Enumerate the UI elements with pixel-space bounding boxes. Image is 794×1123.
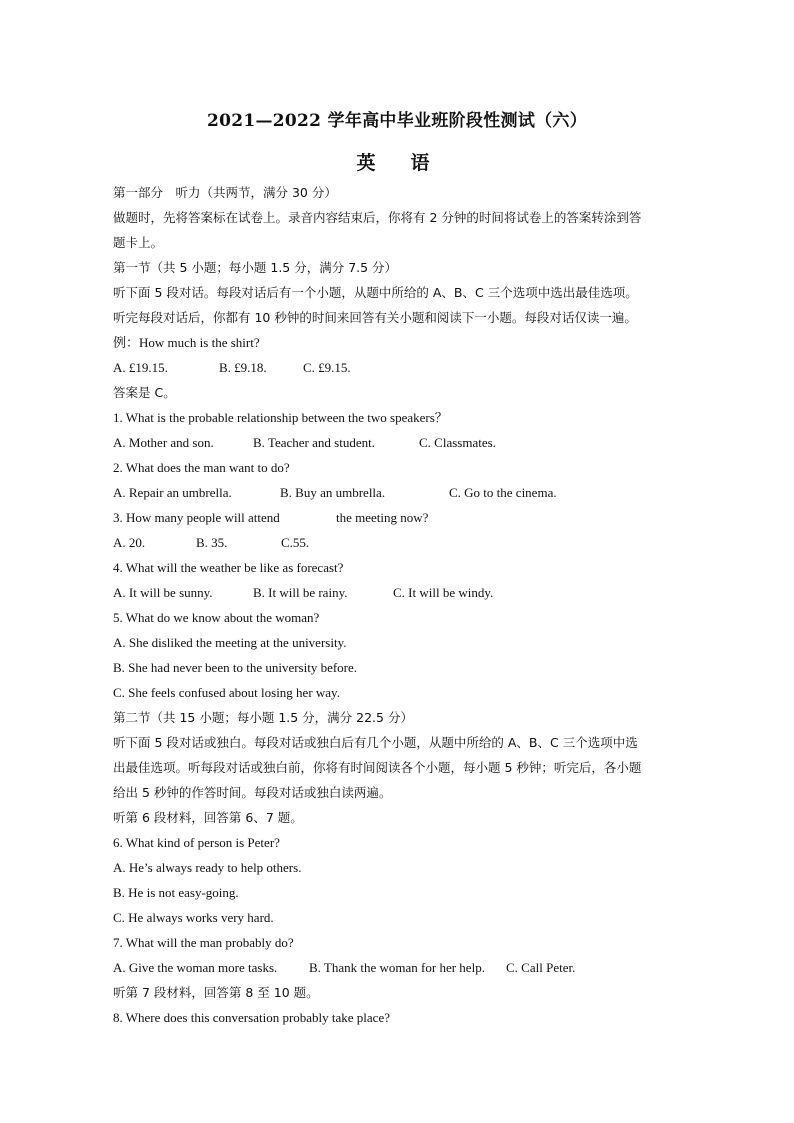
- example-question: 例：How much is the shirt?: [113, 335, 260, 350]
- q5-option-c: C. She feels confused about losing her way.: [113, 685, 340, 700]
- q6-option-a: A. He’s always ready to help others.: [113, 860, 302, 875]
- example-option-c: C. £9.15.: [303, 360, 351, 375]
- section1-instruction-line1: 做题时，先将答案标在试卷上。录音内容结束后，你将有 2 分钟的时间将试卷上的答案转涂到答: [113, 210, 642, 225]
- question-1: 1. What is the probable relationship between the two speakers？: [113, 410, 448, 425]
- question-4: 4. What will the weather be like as forecast?: [113, 560, 344, 575]
- example-option-a: A. £19.15.: [113, 360, 168, 375]
- example-answer: 答案是 C。: [113, 385, 176, 400]
- question-3-options: [113, 530, 703, 555]
- q5-option-b: B. She had never been to the university before.: [113, 660, 358, 675]
- part2-heading: 第二节（共 15 小题；每小题 1.5 分，满分 22.5 分）: [113, 710, 413, 725]
- question-2-options: [113, 480, 703, 505]
- part1-instruction-line2: 听完每段对话后，你都有 10 秒钟的时间来回答有关小题和阅读下一小题。每段对话仅读一遍。: [113, 310, 637, 325]
- example-options: [113, 355, 703, 380]
- q2-option-c: C. Go to the cinema.: [449, 485, 557, 500]
- part1-instruction-line1: 听下面 5 段对话。每段对话后有一个小题，从题中所给的 A、B、C 三个选项中选出最佳选项。: [113, 285, 638, 300]
- section1-instruction-line2: 题卡上。: [113, 235, 164, 250]
- question-8: 8. Where does this conversation probably take place?: [113, 1010, 390, 1025]
- q7-option-c: C. Call Peter.: [506, 960, 576, 975]
- question-5: 5. What do we know about the woman?: [113, 610, 320, 625]
- exam-title: 2021—2022 学年高中毕业班阶段性测试（六）: [206, 111, 588, 131]
- q1-option-a: A. Mother and son.: [113, 435, 214, 450]
- q2-option-b: B. Buy an umbrella.: [280, 485, 386, 500]
- question-1-options: [113, 430, 703, 455]
- q4-option-c: C. It will be windy.: [393, 585, 494, 600]
- example-option-b: B. £9.18.: [219, 360, 267, 375]
- part2-instruction-line2: 出最佳选项。听每段对话或独白前，你将有时间阅读各个小题，每小题 5 秒钟；听完后，各小题: [113, 760, 642, 775]
- part2-instruction-line1: 听下面 5 段对话或独白。每段对话或独白后有几个小题，从题中所给的 A、B、C 三个选项中选: [113, 735, 638, 750]
- question-7-options: [113, 955, 703, 980]
- subject-title: 英 语: [356, 152, 438, 174]
- q3-option-a: A. 20.: [113, 535, 146, 550]
- part2-instruction-line3: 给出 5 秒钟的作答时间。每段对话或独白读两遍。: [113, 785, 392, 800]
- q3-text-part2: the meeting now?: [336, 510, 429, 525]
- q6-option-b: B. He is not easy-going.: [113, 885, 239, 900]
- question-7: 7. What will the man probably do?: [113, 935, 294, 950]
- material-6-heading: 听第 6 段材料，回答第 6、7 题。: [113, 810, 303, 825]
- q4-option-a: A. It will be sunny.: [113, 585, 213, 600]
- q1-option-b: B. Teacher and student.: [253, 435, 375, 450]
- q3-text-part1: 3. How many people will attend: [113, 510, 280, 525]
- q7-option-a: A. Give the woman more tasks.: [113, 960, 278, 975]
- q6-option-c: C. He always works very hard.: [113, 910, 274, 925]
- q7-option-b: B. Thank the woman for her help.: [309, 960, 485, 975]
- q2-option-a: A. Repair an umbrella.: [113, 485, 232, 500]
- question-6: 6. What kind of person is Peter?: [113, 835, 280, 850]
- material-7-heading: 听第 7 段材料，回答第 8 至 10 题。: [113, 985, 319, 1000]
- part1-heading: 第一节（共 5 小题；每小题 1.5 分，满分 7.5 分）: [113, 260, 398, 275]
- exam-content: [113, 180, 703, 1030]
- section1-heading: 第一部分 听力（共两节，满分 30 分）: [113, 185, 337, 200]
- q3-option-c: C.55.: [281, 535, 310, 550]
- q1-option-c: C. Classmates.: [419, 435, 496, 450]
- question-4-options: [113, 580, 703, 605]
- question-3: [113, 505, 703, 530]
- q5-option-a: A. She disliked the meeting at the university.: [113, 635, 347, 650]
- q4-option-b: B. It will be rainy.: [253, 585, 348, 600]
- question-2: 2. What does the man want to do?: [113, 460, 290, 475]
- q3-option-b: B. 35.: [196, 535, 228, 550]
